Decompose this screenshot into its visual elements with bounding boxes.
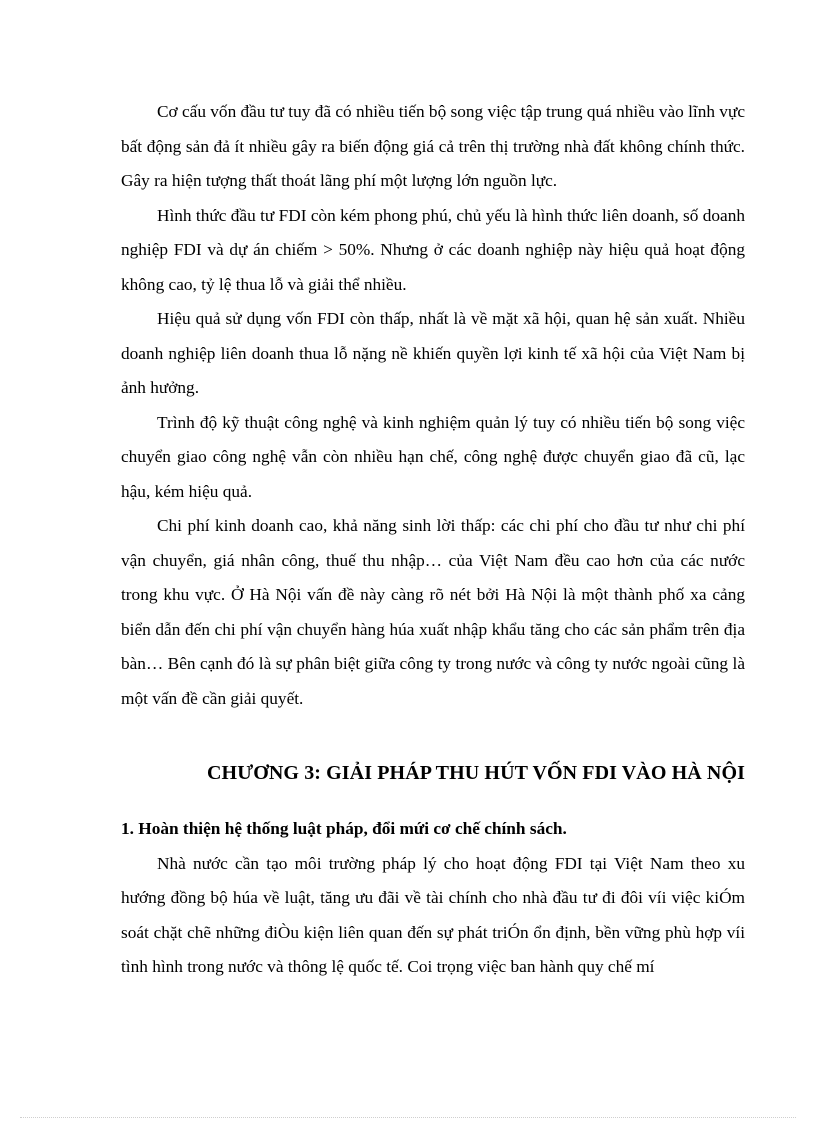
- paragraph-legal-environment: Nhà nước cần tạo môi trường pháp lý cho hoạt động FDI tại Việt Nam theo xu hướng đồng bộ húa về luật, tăng ưu đãi về tài chính cho nhà đầu tư đi đôi víi việc kiÓm soát chặt chẽ những điÒu kiện liên quan đến sự phát triÓn ổn định, bền vững phù hợp víi tình hình trong nước và thông lệ quốc tế. Coi trọng việc ban hành quy chế mí: [121, 853, 745, 976]
- paragraph-business-costs: Chi phí kinh doanh cao, khả năng sinh lời thấp: các chi phí cho đầu tư như chi phí vận chuyển, giá nhân công, thuế thu nhập… của Việt Nam đều cao hơn của các nước trong khu vực. Ở Hà Nội vấn đề này càng rõ nét bởi Hà Nội là một thành phố xa cảng biển dẫn đến chi phí vận chuyển hàng húa xuất nhập khẩu tăng cho các sản phẩm trên địa bàn… Bên cạnh đó là sự phân biệt giữa công ty trong nước và công ty nước ngoài cũng là một vấn đề cần giải quyết.: [121, 516, 745, 708]
- section-heading: 1. Hoàn thiện hệ thống luật pháp, đổi mứi cơ chế chính sách.: [121, 819, 567, 838]
- chapter-heading: CHƯƠNG 3: GIẢI PHÁP THU HÚT VỐN FDI VÀO HÀ NỘI: [207, 762, 745, 784]
- paragraph-investment-structure: Cơ cấu vốn đầu tư tuy đã có nhiều tiến bộ song việc tập trung quá nhiều vào lĩnh vực bất động sản đả ít nhiều gây ra biến động giá cả trên thị trường nhà đất không chính thức. Gây ra hiện tượng thất thoát lãng phí một lượng lớn nguồn lực.: [121, 102, 745, 190]
- paragraph-investment-forms: Hình thức đầu tư FDI còn kém phong phú, chủ yếu là hình thức liên doanh, số doanh nghiệp FDI và dự án chiếm > 50%. Nhưng ở các doanh nghiệp này hiệu quả hoạt động không cao, tỷ lệ thua lỗ và giải thể nhiều.: [121, 205, 745, 294]
- page-bottom-divider: [20, 1117, 796, 1118]
- paragraph-capital-efficiency: Hiệu quả sử dụng vốn FDI còn thấp, nhất là về mặt xã hội, quan hệ sản xuất. Nhiều doanh nghiệp liên doanh thua lỗ nặng nề khiến quyền lợi kinh tế xã hội của Việt Nam bị ảnh hưởng.: [121, 309, 745, 397]
- paragraph-technology-level: Trình độ kỹ thuật công nghệ và kinh nghiệm quản lý tuy có nhiều tiến bộ song việc chuyển giao công nghệ vẫn còn nhiều hạn chế, công nghệ được chuyển giao đã cũ, lạc hậu, kém hiệu quả.: [121, 412, 745, 501]
- document-body: [121, 95, 745, 985]
